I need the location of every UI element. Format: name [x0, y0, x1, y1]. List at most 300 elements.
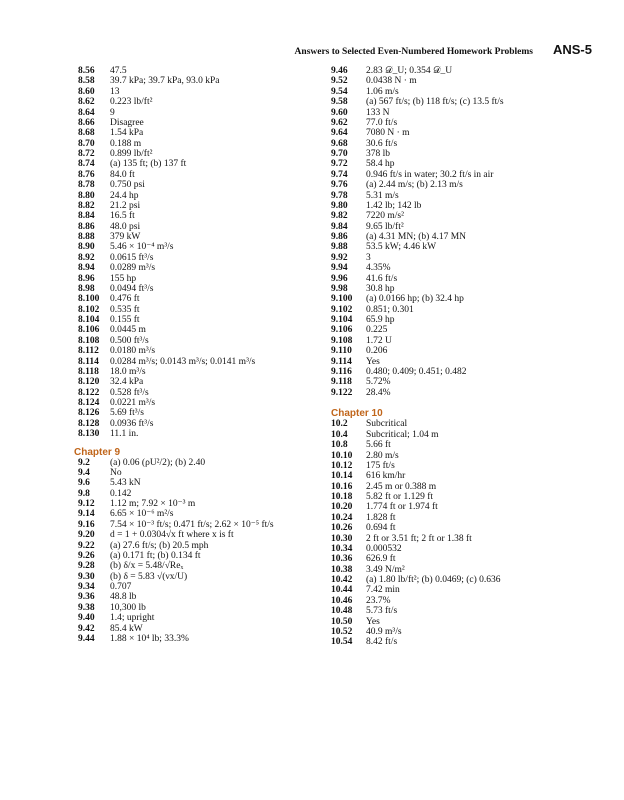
- answer-text: 378 lb: [366, 149, 391, 159]
- problem-number: 8.76: [78, 169, 95, 180]
- answer-row: [331, 180, 593, 190]
- answer-row: [78, 191, 328, 201]
- answer-text: 5.43 kN: [110, 478, 141, 489]
- answer-text: 0.0284 m³/s; 0.0143 m³/s; 0.0141 m³/s: [110, 356, 256, 367]
- answer-text: 40.9 m³/s: [366, 626, 402, 637]
- answer-row: [78, 315, 328, 325]
- answer-row: [331, 627, 593, 637]
- answer-row: [331, 294, 593, 304]
- answer-text: d = 1 + 0.0304√x ft where x is ft: [110, 530, 234, 541]
- problem-number: 9.78: [331, 190, 348, 201]
- problem-number: 10.30: [331, 533, 353, 544]
- answer-text: 0.707: [110, 582, 132, 592]
- answer-text: 1.06 m/s: [366, 86, 399, 97]
- problem-number: 9.122: [331, 387, 353, 398]
- answer-text: 0.694 ft: [366, 523, 396, 534]
- answer-row: [78, 263, 328, 273]
- answer-text: 0.155 ft: [110, 315, 140, 325]
- answer-text: (a) 4.31 MN; (b) 4.17 MN: [366, 232, 467, 242]
- answer-row: [331, 513, 593, 523]
- problem-number: 9.104: [331, 315, 353, 325]
- problem-number: 9.68: [331, 138, 348, 149]
- answer-text: 23.7%: [366, 595, 391, 606]
- problem-number: 9.76: [331, 180, 348, 191]
- problem-number: 9.108: [331, 335, 353, 346]
- problem-number: 9.26: [78, 550, 95, 561]
- answer-row: [331, 451, 593, 461]
- problem-number: 8.128: [78, 418, 100, 429]
- answer-row: [331, 575, 593, 585]
- answer-text: 85.4 kW: [110, 623, 143, 634]
- answer-row: [78, 520, 328, 530]
- problem-number: 9.88: [331, 242, 348, 253]
- problem-number: 9.2: [78, 457, 90, 468]
- answer-row: [331, 502, 593, 512]
- problem-number: 9.58: [331, 97, 348, 108]
- answer-text: 8.42 ft/s: [366, 637, 398, 648]
- answer-text: 47.5: [110, 66, 127, 76]
- problem-number: 9.22: [78, 540, 95, 551]
- answer-row: [331, 87, 593, 97]
- answer-row: [331, 346, 593, 356]
- answer-text: (b) δ/x = 5.48/√Reₓ: [110, 561, 184, 572]
- problem-number: 9.4: [78, 467, 90, 478]
- problem-number: 8.114: [78, 356, 99, 367]
- answer-text: 39.7 kPa; 39.7 kPa, 93.0 kPa: [110, 76, 220, 87]
- answer-text: 3.49 N/m²: [366, 564, 405, 575]
- problem-number: 8.74: [78, 159, 95, 170]
- answer-text: 30.6 ft/s: [366, 138, 398, 149]
- answer-text: 7080 N · m: [366, 128, 410, 139]
- problem-number: 10.50: [331, 616, 353, 627]
- answer-text: 175 ft/s: [366, 460, 395, 471]
- answer-row: [78, 284, 328, 294]
- answer-row: [78, 489, 328, 499]
- answer-text: 84.0 ft: [110, 169, 135, 180]
- answer-text: (a) 567 ft/s; (b) 118 ft/s; (c) 13.5 ft/s: [366, 97, 504, 108]
- problem-number: 10.54: [331, 637, 353, 648]
- answer-row: [331, 440, 593, 450]
- problem-number: 9.62: [331, 117, 348, 128]
- answer-text: 0.0615 ft³/s: [110, 252, 154, 263]
- answer-row: [78, 211, 328, 221]
- answer-text: 4.35%: [366, 263, 391, 274]
- problem-number: 10.14: [331, 471, 353, 482]
- answer-row: [331, 232, 593, 242]
- answer-row: [78, 294, 328, 304]
- problem-number: 8.86: [78, 221, 95, 232]
- problem-number: 8.78: [78, 180, 95, 191]
- problem-number: 8.72: [78, 149, 95, 159]
- page-number: ANS-5: [552, 42, 592, 57]
- answer-row: [331, 554, 593, 564]
- problem-number: 9.92: [331, 252, 348, 263]
- answer-row: [331, 523, 593, 533]
- answer-row: [78, 139, 328, 149]
- problem-number: 9.116: [331, 366, 352, 377]
- answer-text: 0.225: [366, 325, 388, 336]
- problem-number: 8.62: [78, 97, 95, 108]
- problem-number: 9.44: [78, 633, 95, 644]
- answer-text: (a) 135 ft; (b) 137 ft: [110, 159, 187, 170]
- answer-row: [331, 149, 593, 159]
- answer-row: [78, 499, 328, 509]
- running-title: Answers to Selected Even-Numbered Homework Problems: [294, 47, 533, 57]
- answer-text: (a) 2.44 m/s; (b) 2.13 m/s: [366, 180, 463, 191]
- problem-number: 8.108: [78, 335, 100, 346]
- answer-text: 0.0180 m³/s: [110, 346, 156, 357]
- answer-row: [331, 274, 593, 284]
- answer-row: [78, 357, 328, 367]
- answer-row: [78, 305, 328, 315]
- problem-number: 8.96: [78, 273, 95, 284]
- problem-number: 8.106: [78, 325, 100, 336]
- answer-row: [78, 222, 328, 232]
- answer-text: 9.65 lb/ft²: [366, 221, 404, 232]
- answer-text: 616 km/hr: [366, 471, 406, 482]
- answer-text: (a) 1.80 lb/ft²; (b) 0.0469; (c) 0.636: [366, 575, 501, 585]
- answer-text: Disagree: [110, 117, 144, 128]
- problem-number: 8.92: [78, 252, 95, 263]
- answer-row: [331, 430, 593, 440]
- chapter9-list: [78, 458, 328, 645]
- answer-row: [78, 561, 328, 571]
- answer-row: [78, 274, 328, 284]
- answer-text: Subcritical; 1.04 m: [366, 429, 439, 440]
- problem-number: 10.4: [331, 429, 348, 440]
- answer-text: 10,300 lb: [110, 602, 146, 613]
- answer-text: (b) δ = 5.83 √(νx/U): [110, 571, 188, 582]
- problem-number: 8.58: [78, 76, 95, 87]
- answer-text: 2 ft or 3.51 ft; 2 ft or 1.38 ft: [366, 533, 472, 544]
- answer-text: 379 kW: [110, 232, 141, 242]
- answer-row: [331, 336, 593, 346]
- problem-number: 8.66: [78, 117, 95, 128]
- answer-text: 30.8 hp: [366, 283, 395, 294]
- answer-text: 9: [110, 107, 115, 118]
- problem-number: 8.98: [78, 283, 95, 294]
- answer-text: 1.828 ft: [366, 512, 396, 523]
- problem-number: 8.84: [78, 211, 95, 222]
- answer-text: 0.142: [110, 488, 132, 499]
- answer-row: [331, 253, 593, 263]
- answer-text: 2.80 m/s: [366, 450, 399, 461]
- answer-text: 28.4%: [366, 387, 391, 398]
- answer-row: [331, 585, 593, 595]
- answer-row: [331, 128, 593, 138]
- answer-row: [78, 530, 328, 540]
- answer-text: 7220 m/s²: [366, 211, 404, 222]
- problem-number: 8.100: [78, 294, 100, 305]
- chapter10-heading: Chapter 10: [331, 408, 383, 420]
- answer-row: [331, 388, 593, 398]
- answer-row: [78, 408, 328, 418]
- answer-row: [78, 253, 328, 263]
- problem-number: 9.64: [331, 128, 348, 139]
- answer-text: 1.4; upright: [110, 613, 155, 624]
- answer-text: 7.42 min: [366, 585, 400, 596]
- answer-row: [78, 201, 328, 211]
- answer-text: 0.0936 ft³/s: [110, 418, 154, 429]
- answer-row: [331, 606, 593, 616]
- problem-number: 10.18: [331, 492, 353, 502]
- problem-number: 9.42: [78, 623, 95, 634]
- answer-row: [331, 242, 593, 252]
- answer-row: [78, 572, 328, 582]
- problem-number: 9.52: [331, 76, 348, 87]
- answer-text: 0.476 ft: [110, 294, 140, 305]
- problem-number: 10.20: [331, 502, 353, 513]
- problem-number: 10.12: [331, 460, 353, 471]
- answer-row: [78, 128, 328, 138]
- answer-row: [78, 76, 328, 86]
- answer-text: 1.72 U: [366, 335, 392, 346]
- problem-number: 8.126: [78, 408, 100, 419]
- answer-row: [78, 149, 328, 159]
- answer-row: [78, 458, 328, 468]
- problem-number: 8.112: [78, 346, 99, 357]
- answer-row: [78, 592, 328, 602]
- answer-row: [331, 76, 593, 86]
- answer-text: 58.4 hp: [366, 159, 395, 170]
- problem-number: 8.90: [78, 242, 95, 253]
- answer-row: [78, 336, 328, 346]
- problem-number: 8.82: [78, 200, 95, 211]
- answer-row: [331, 617, 593, 627]
- answer-text: 48.0 psi: [110, 221, 141, 232]
- problem-number: 10.34: [331, 543, 353, 554]
- answer-row: [331, 565, 593, 575]
- page-header: [295, 42, 592, 57]
- problem-number: 10.2: [331, 419, 348, 430]
- problem-number: 10.16: [331, 481, 353, 492]
- right-column: [331, 66, 593, 648]
- answer-text: 0.851; 0.301: [366, 304, 414, 315]
- answer-text: 0.535 ft: [110, 304, 140, 315]
- answer-row: [78, 170, 328, 180]
- answer-text: 0.0221 m³/s: [110, 398, 156, 408]
- answer-text: 16.5 ft: [110, 211, 135, 222]
- problem-number: 10.36: [331, 554, 353, 565]
- answer-row: [78, 388, 328, 398]
- problem-number: 9.14: [78, 509, 95, 520]
- answer-row: [78, 325, 328, 335]
- answer-row: [331, 482, 593, 492]
- answer-text: 5.72%: [366, 377, 391, 388]
- answer-text: 1.42 lb; 142 lb: [366, 200, 422, 211]
- answer-text: 0.0289 m³/s: [110, 263, 156, 274]
- problem-number: 9.118: [331, 377, 352, 388]
- answer-text: 41.6 ft/s: [366, 273, 398, 284]
- answer-row: [78, 367, 328, 377]
- problem-number: 9.98: [331, 283, 348, 294]
- answer-text: 77.0 ft/s: [366, 117, 398, 128]
- answer-row: [78, 66, 328, 76]
- problem-number: 9.60: [331, 107, 348, 118]
- answer-text: 0.899 lb/ft²: [110, 149, 153, 159]
- problem-number: 9.86: [331, 232, 348, 242]
- problem-number: 9.28: [78, 561, 95, 572]
- answer-text: 2.83 𝒟_U; 0.354 𝒟_U: [366, 66, 453, 76]
- answer-row: [78, 468, 328, 478]
- problem-number: 9.20: [78, 530, 95, 541]
- answer-row: [331, 66, 593, 76]
- problem-number: 8.64: [78, 107, 95, 118]
- problem-number: 8.60: [78, 86, 95, 97]
- answer-text: 6.65 × 10⁻⁶ m²/s: [110, 509, 174, 520]
- answer-text: 0.500 ft³/s: [110, 335, 149, 346]
- answer-row: [331, 315, 593, 325]
- answer-text: 7.54 × 10⁻³ ft/s; 0.471 ft/s; 2.62 × 10⁻⁵ ft/s: [110, 519, 274, 530]
- answer-text: No: [110, 467, 122, 478]
- answer-text: (a) 0.0166 hp; (b) 32.4 hp: [366, 294, 464, 305]
- answer-row: [78, 97, 328, 107]
- problem-number: 9.102: [331, 304, 353, 315]
- answer-row: [331, 108, 593, 118]
- problem-number: 9.34: [78, 582, 95, 592]
- answer-row: [78, 429, 328, 439]
- answer-row: [331, 471, 593, 481]
- answer-text: 0.0494 ft³/s: [110, 283, 154, 294]
- answer-row: [78, 613, 328, 623]
- answer-text: 5.31 m/s: [366, 190, 399, 201]
- problem-number: 9.106: [331, 325, 353, 336]
- answer-row: [78, 180, 328, 190]
- answer-text: 0.188 m: [110, 138, 142, 149]
- answer-text: 48.8 lb: [110, 592, 137, 603]
- answer-text: 1.54 kPa: [110, 128, 144, 139]
- problem-number: 8.120: [78, 377, 100, 388]
- answer-row: [331, 159, 593, 169]
- answer-row: [331, 284, 593, 294]
- answer-row: [331, 139, 593, 149]
- answer-text: 626.9 ft: [366, 554, 396, 565]
- answer-text: (a) 0.06 (ρU²/2); (b) 2.40: [110, 457, 206, 468]
- answer-row: [78, 346, 328, 356]
- answer-row: [331, 201, 593, 211]
- problem-number: 9.96: [331, 273, 348, 284]
- problem-number: 9.30: [78, 571, 95, 582]
- answer-row: [78, 398, 328, 408]
- problem-number: 8.102: [78, 304, 100, 315]
- problem-number: 8.70: [78, 138, 95, 149]
- answer-row: [78, 242, 328, 252]
- problem-number: 9.38: [78, 602, 95, 613]
- problem-number: 10.52: [331, 626, 353, 637]
- answer-text: 1.774 ft or 1.974 ft: [366, 502, 438, 513]
- chapter9-continued-list: [331, 66, 593, 398]
- problem-number: 8.118: [78, 366, 99, 377]
- answer-row: [78, 118, 328, 128]
- problem-number: 10.46: [331, 595, 353, 606]
- answer-row: [78, 624, 328, 634]
- problem-number: 10.26: [331, 523, 353, 534]
- answer-row: [331, 419, 593, 429]
- problem-number: 9.80: [331, 200, 348, 211]
- answer-row: [331, 263, 593, 273]
- answer-text: 0.000532: [366, 543, 402, 554]
- answer-text: Subcritical: [366, 419, 408, 430]
- answer-row: [78, 87, 328, 97]
- answer-text: 18.0 m³/s: [110, 366, 146, 377]
- answer-text: 0.0438 N · m: [366, 76, 417, 87]
- answer-row: [331, 534, 593, 544]
- answer-row: [331, 544, 593, 554]
- answer-text: 24.4 hp: [110, 190, 139, 201]
- answer-row: [78, 377, 328, 387]
- answer-text: 5.69 ft³/s: [110, 408, 144, 419]
- answer-text: 3: [366, 252, 371, 263]
- answer-row: [78, 634, 328, 644]
- problem-number: 8.68: [78, 128, 95, 139]
- answer-text: 5.73 ft/s: [366, 606, 398, 617]
- chapter8-list: [78, 66, 328, 440]
- problem-number: 10.10: [331, 450, 353, 461]
- answer-row: [78, 509, 328, 519]
- answer-text: 5.82 ft or 1.129 ft: [366, 492, 434, 502]
- answer-row: [331, 191, 593, 201]
- problem-number: 9.100: [331, 294, 353, 305]
- problem-number: 9.8: [78, 488, 90, 499]
- problem-number: 8.94: [78, 263, 95, 274]
- answer-row: [78, 419, 328, 429]
- answer-row: [78, 108, 328, 118]
- answer-row: [331, 377, 593, 387]
- problem-number: 9.6: [78, 478, 90, 489]
- problem-number: 8.104: [78, 315, 100, 325]
- answer-text: 2.45 m or 0.388 m: [366, 481, 437, 492]
- answer-row: [331, 357, 593, 367]
- problem-number: 8.80: [78, 190, 95, 201]
- answer-row: [331, 325, 593, 335]
- answer-row: [331, 492, 593, 502]
- answer-row: [331, 222, 593, 232]
- problem-number: 8.56: [78, 66, 95, 76]
- answer-row: [331, 461, 593, 471]
- problem-number: 8.88: [78, 232, 95, 242]
- answer-text: Yes: [366, 616, 380, 627]
- answer-row: [78, 551, 328, 561]
- answer-row: [331, 596, 593, 606]
- problem-number: 10.48: [331, 606, 353, 617]
- answer-text: 0.206: [366, 346, 388, 357]
- answer-row: [78, 478, 328, 488]
- left-column: [74, 66, 328, 644]
- chapter9-heading: Chapter 9: [74, 446, 121, 458]
- answer-text: 0.480; 0.409; 0.451; 0.482: [366, 366, 467, 377]
- problem-number: 9.54: [331, 86, 348, 97]
- problem-number: 8.122: [78, 387, 100, 398]
- answer-row: [331, 170, 593, 180]
- answer-text: 5.46 × 10⁻⁴ m³/s: [110, 242, 174, 253]
- answer-row: [331, 305, 593, 315]
- answer-text: 32.4 kPa: [110, 377, 144, 388]
- answer-text: (a) 27.6 ft/s; (b) 20.5 mph: [110, 540, 209, 551]
- problem-number: 8.130: [78, 429, 100, 440]
- answer-text: Yes: [366, 356, 380, 367]
- problem-number: 9.72: [331, 159, 348, 170]
- answer-text: 53.5 kW; 4.46 kW: [366, 242, 437, 253]
- answer-text: 13: [110, 86, 120, 97]
- problem-number: 9.74: [331, 169, 348, 180]
- answer-text: 21.2 psi: [110, 200, 141, 211]
- problem-number: 10.8: [331, 440, 348, 451]
- answer-text: 11.1 in.: [110, 429, 139, 440]
- problem-number: 9.36: [78, 592, 95, 603]
- answer-row: [78, 159, 328, 169]
- answer-text: 133 N: [366, 107, 390, 118]
- answer-row: [78, 541, 328, 551]
